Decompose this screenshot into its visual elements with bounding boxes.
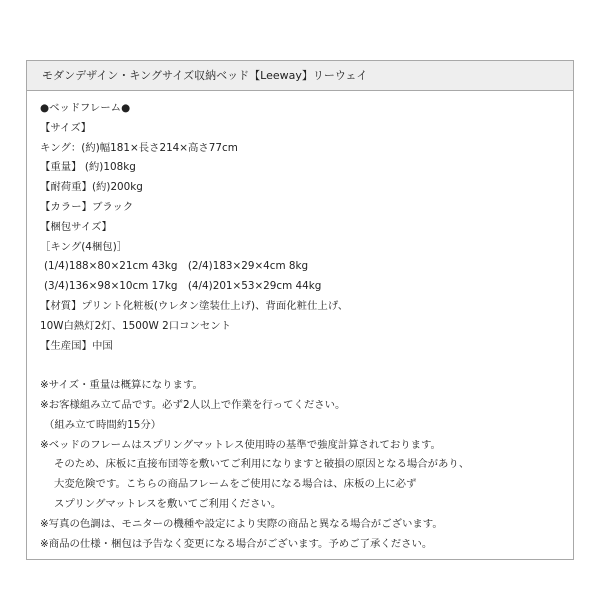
note-line: ※お客様組み立て品です。必ず2人以上で作業を行ってください。 (40, 398, 346, 411)
note-line: （組み立て時間約15分） (44, 418, 162, 431)
note-line: ※写真の色調は、モニターの機種や設定により実際の商品と異なる場合がございます。 (40, 517, 443, 530)
product-title: モダンデザイン・キングサイズ収納ベッド【Leeway】リーウェイ (27, 61, 573, 91)
note-line: スプリングマットレスを敷いてご利用ください。 (54, 497, 282, 510)
package-king-label: ［キング(4梱包)］ (40, 240, 128, 253)
material-spec: 【材質】プリント化粧板(ウレタン塗装仕上げ)、背面化粧仕上げ、 (40, 299, 349, 312)
weight-spec: 【重量】 (約)108kg (40, 161, 136, 174)
size-label: 【サイズ】 (40, 121, 92, 134)
note-line: ※ベッドのフレームはスプリングマットレス使用時の基準で強度計算されております。 (40, 438, 441, 451)
note-line: そのため、床板に直接布団等を敷いてご利用になりますと破損の原因となる場合があり、 (54, 458, 470, 471)
package-row-2: (3/4)136×98×10cm 17kg (4/4)201×53×29cm 44kg (44, 280, 322, 293)
spec-box (26, 60, 574, 560)
origin-spec: 【生産国】中国 (40, 339, 113, 352)
package-row-1: (1/4)188×80×21cm 43kg (2/4)183×29×4cm 8kg (44, 260, 309, 273)
note-line: 大変危険です。こちらの商品フレームをご使用になる場合は、床板の上に必ず (54, 478, 417, 491)
package-size-label: 【梱包サイズ】 (40, 220, 112, 233)
size-value: キング：(約)幅181×長さ214×高さ77cm (40, 141, 238, 154)
load-capacity-spec: 【耐荷重】(約)200kg (40, 181, 143, 194)
section-title: ●ベッドフレーム● (40, 102, 131, 114)
note-line: ※商品の仕様・梱包は予告なく変更になる場合がございます。予めご了承ください。 (40, 537, 433, 550)
color-spec: 【カラー】ブラック (40, 200, 134, 213)
spec-body (40, 99, 565, 554)
material-spec-continued: 10W白熱灯2灯、1500W 2口コンセント (40, 319, 232, 332)
spacer (40, 356, 565, 376)
note-line: ※サイズ・重量は概算になります。 (40, 379, 203, 392)
